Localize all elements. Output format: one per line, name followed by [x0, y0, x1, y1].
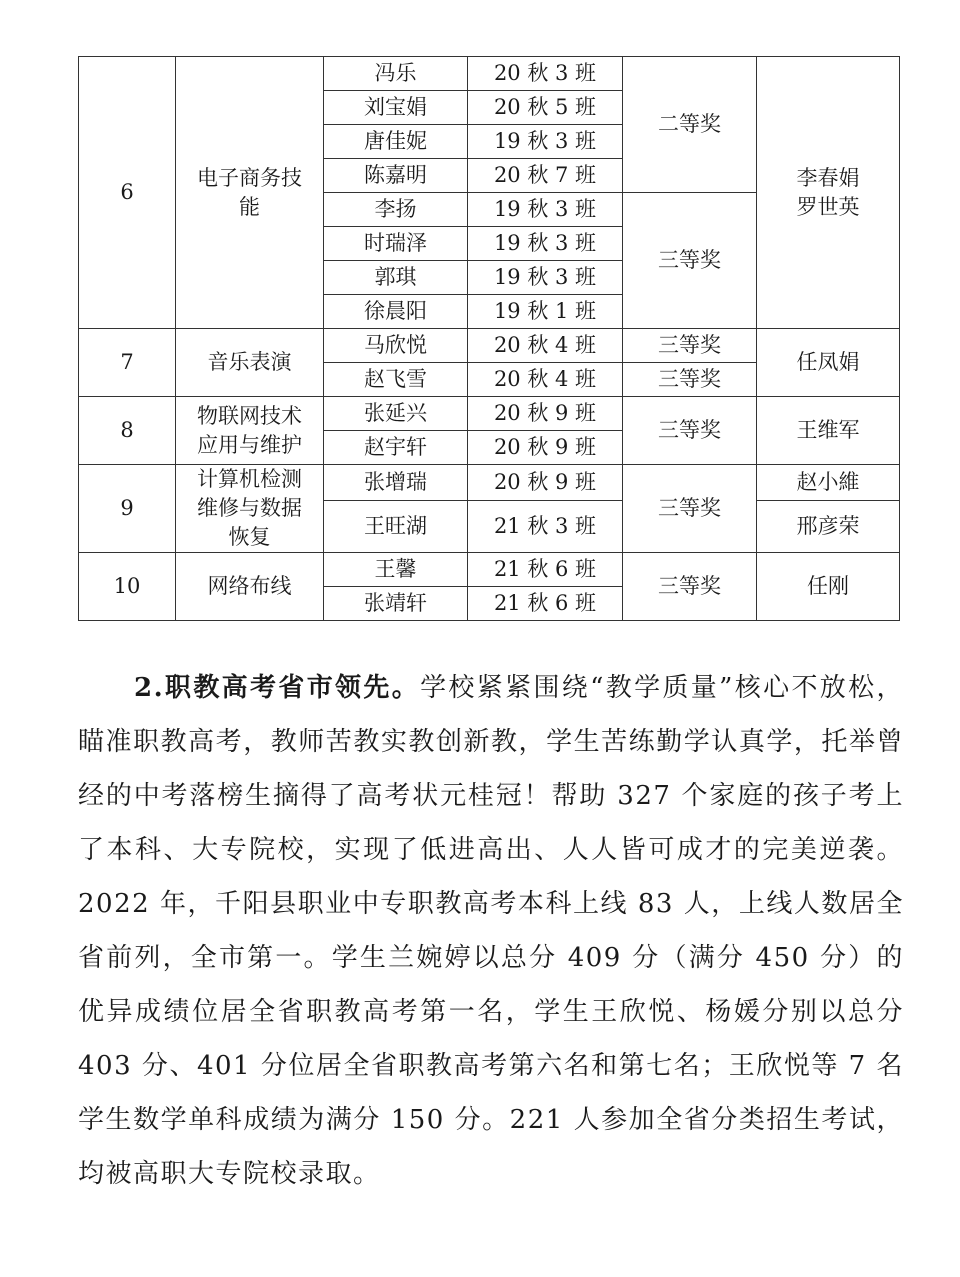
student-name: 李扬 [324, 193, 468, 227]
award-level: 三等奖 [623, 363, 757, 397]
student-name: 张增瑞 [324, 465, 468, 501]
student-class: 19 秋 3 班 [468, 227, 623, 261]
student-class: 20 秋 9 班 [468, 431, 623, 465]
project-name-text: 计算机检测维修与数据恢复 [197, 467, 302, 549]
project-name: 网络布线 [176, 553, 324, 621]
row-number: 9 [79, 465, 176, 553]
student-class: 19 秋 1 班 [468, 295, 623, 329]
award-level: 二等奖 [623, 57, 757, 193]
student-class: 21 秋 6 班 [468, 553, 623, 587]
student-class: 20 秋 7 班 [468, 159, 623, 193]
table-row [79, 57, 900, 91]
award-level: 三等奖 [623, 329, 757, 363]
student-name: 陈嘉明 [324, 159, 468, 193]
body-paragraph [78, 661, 904, 1201]
award-level: 三等奖 [623, 465, 757, 553]
project-name [176, 397, 324, 465]
instructor: 任凤娟 [757, 329, 900, 397]
student-class: 19 秋 3 班 [468, 261, 623, 295]
instructor: 王维军 [757, 397, 900, 465]
row-number: 8 [79, 397, 176, 465]
student-name: 郭琪 [324, 261, 468, 295]
row-number: 7 [79, 329, 176, 397]
instructor-text: 李春娟 罗世英 [796, 165, 860, 219]
student-class: 20 秋 9 班 [468, 397, 623, 431]
student-class: 19 秋 3 班 [468, 193, 623, 227]
row-number: 6 [79, 57, 176, 329]
student-class: 20 秋 9 班 [468, 465, 623, 501]
student-name: 徐晨阳 [324, 295, 468, 329]
student-class: 21 秋 6 班 [468, 587, 623, 621]
table-row [79, 329, 900, 363]
table-row [79, 553, 900, 587]
student-name: 时瑞泽 [324, 227, 468, 261]
student-name: 张靖轩 [324, 587, 468, 621]
student-name: 王旺湖 [324, 501, 468, 553]
student-name: 王馨 [324, 553, 468, 587]
instructor: 任刚 [757, 553, 900, 621]
paragraph-heading: 2.职教高考省市领先。 [134, 673, 421, 703]
student-class: 20 秋 4 班 [468, 363, 623, 397]
student-name: 赵宇轩 [324, 431, 468, 465]
project-name-text: 电子商务技能 [197, 165, 302, 219]
student-class: 20 秋 3 班 [468, 57, 623, 91]
student-name: 唐佳妮 [324, 125, 468, 159]
student-class: 20 秋 5 班 [468, 91, 623, 125]
instructor [757, 57, 900, 329]
student-class: 20 秋 4 班 [468, 329, 623, 363]
awards-table [78, 56, 900, 621]
student-name: 冯乐 [324, 57, 468, 91]
table-row [79, 465, 900, 501]
student-name: 马欣悦 [324, 329, 468, 363]
award-level: 三等奖 [623, 553, 757, 621]
student-name: 刘宝娟 [324, 91, 468, 125]
paragraph-text: 学校紧紧围绕“教学质量”核心不放松，瞄准职教高考，教师苦教实教创新教，学生苦练勤学认真学，托举曾经的中考落榜生摘得了高考状元桂冠！帮助 327 个家庭的孩子考上了本科、大专院校，实现了低进高出、人人皆可成才的完美逆袭。2022 年，千阳县职业中专职教高考本科上线 83 人，上线人数居全省前列，全市第一。学生兰婉婷以总分 409 分（满分 450 分）的优异成绩位居全省职教高考第一名，学生王欣悦、杨媛分别以总分 403 分、401 分位居全省职教高考第六名和第七名；王欣悦等 7 名学生数学单科成绩为满分 150 分。221 人参加全省分类招生考试，均被高职大专院校录取。 [78, 673, 904, 1189]
award-level: 三等奖 [623, 193, 757, 329]
student-name: 张延兴 [324, 397, 468, 431]
row-number: 10 [79, 553, 176, 621]
project-name: 音乐表演 [176, 329, 324, 397]
student-class: 21 秋 3 班 [468, 501, 623, 553]
instructor: 邢彦荣 [757, 501, 900, 553]
student-class: 19 秋 3 班 [468, 125, 623, 159]
table-row [79, 397, 900, 431]
student-name: 赵飞雪 [324, 363, 468, 397]
award-level: 三等奖 [623, 397, 757, 465]
instructor: 赵小維 [757, 465, 900, 501]
project-name [176, 465, 324, 553]
project-name-text: 物联网技术应用与维护 [197, 403, 302, 457]
project-name [176, 57, 324, 329]
